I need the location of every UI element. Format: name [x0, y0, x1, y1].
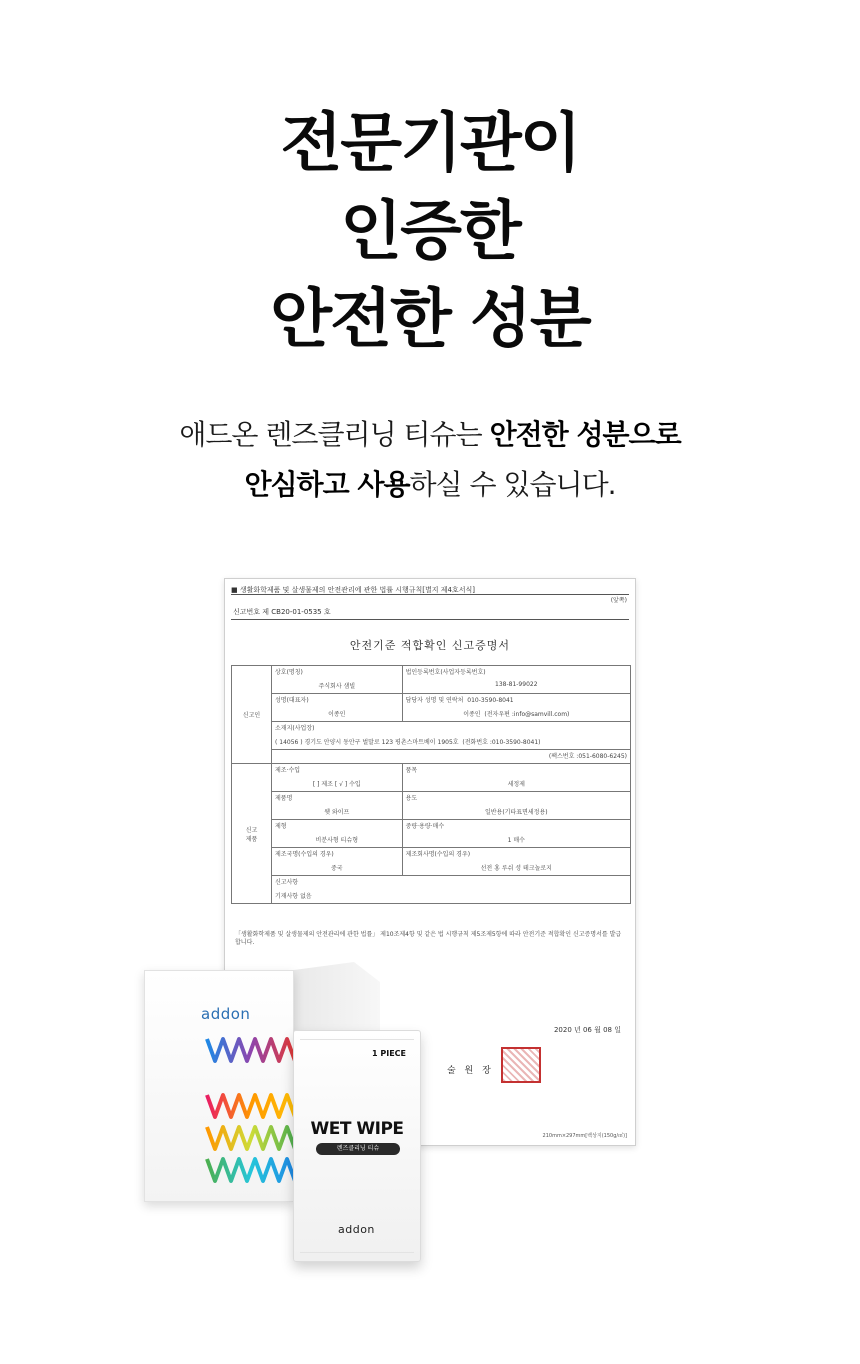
certificate-divider	[231, 619, 629, 620]
sachet-seam	[300, 1039, 414, 1040]
sachet-title: WET WIPE	[310, 1119, 404, 1139]
rainbow-wave-icon	[205, 1123, 295, 1153]
field-label: 담당자 성명 및 연락처	[405, 697, 464, 704]
subtext-1-bold: 안전한 성분으로	[489, 418, 681, 451]
rainbow-wave-icon	[205, 1091, 295, 1121]
field-label: 제조회사명(수입의 경우)	[402, 848, 630, 862]
subtext-2-normal: 하실 수 있습니다.	[409, 468, 616, 501]
field-value: 1 매수	[402, 834, 630, 848]
headline-line-2: 인증한	[340, 195, 520, 269]
applicant-group-label: 신고인	[232, 666, 272, 764]
field-value: 이종인	[463, 710, 481, 718]
certificate-declaration: 「생활화학제품 및 살생물제의 안전관리에 관한 법률」 제10조제4항 및 같은 법 시행규칙 제5조제5항에 따라 안전기준 적합확인 신고증명서를 발급합니다.	[235, 931, 622, 946]
official-seal-icon	[501, 1047, 541, 1083]
address-cell	[272, 736, 631, 750]
field-label: 제조국명(수입의 경우)	[272, 848, 403, 862]
contact-cell	[402, 694, 630, 708]
content-group-label: 신고 제품	[232, 764, 272, 904]
field-value: 세정제	[402, 778, 630, 792]
field-label: 용도	[402, 792, 630, 806]
rainbow-wave-icon	[205, 1035, 295, 1065]
field-value: 일반용(기타표면세정용)	[402, 806, 630, 820]
field-value: (팩스번호 :051-6080-6245)	[272, 750, 631, 764]
field-label: 성명(대표자)	[272, 694, 403, 708]
sachet-subtitle: 렌즈클리닝 티슈	[316, 1143, 400, 1155]
field-label: 제품명	[272, 792, 403, 806]
certificate-date: 2020 년 06 월 08 일	[553, 1026, 621, 1034]
field-label: 제형	[272, 820, 403, 834]
box-logo: addon	[201, 1005, 251, 1023]
headline-line-3: 안전한 성분	[270, 283, 590, 357]
certificate-issuer: 술 원 장	[447, 1066, 494, 1076]
field-value: 138-81-99022	[402, 680, 630, 694]
certificate-divider	[231, 594, 629, 595]
sachet-piece-label: 1 PIECE	[372, 1049, 406, 1058]
subtext-2-bold: 안심하고 사용	[244, 468, 410, 501]
field-value: 주식회사 샘빌	[272, 680, 403, 694]
field-label: 품목	[402, 764, 630, 778]
field-value: ( 14056 ) 경기도 안양시 동안구 벌말로 123 평촌스마트베이 1905호	[275, 738, 459, 746]
certificate-side-label: (앞쪽)	[610, 597, 627, 604]
field-value: 중국	[272, 862, 403, 876]
product-box-front	[144, 970, 294, 1202]
certificate-title: 안전기준 적합확인 신고증명서	[349, 639, 511, 652]
subtext	[0, 410, 860, 510]
field-value: 웻 와이프	[272, 806, 403, 820]
sachet-seam	[300, 1252, 414, 1253]
field-value: 이종인	[272, 708, 403, 722]
field-value: [ ] 제조 [ √ ] 수입	[272, 778, 403, 792]
field-label: 상호(명칭)	[272, 666, 403, 680]
certificate-footer: 210mm×297mm[백상지(150g/㎡)]	[542, 1133, 627, 1139]
field-value: (전자우편 :info@samvill.com)	[484, 710, 570, 718]
field-value: (전화번호 :010-3590-8041)	[462, 738, 541, 746]
contact-cell	[402, 708, 630, 722]
subtext-1-normal: 애드온 렌즈클리닝 티슈는	[179, 418, 490, 451]
field-value: 기재사항 없음	[272, 890, 631, 904]
headline-line-1: 전문기관이	[280, 107, 580, 181]
certificate-table	[231, 665, 631, 904]
field-label: 중량·용량·매수	[402, 820, 630, 834]
field-label: 법인등록번호(사업자등록번호)	[402, 666, 630, 680]
rainbow-wave-icon	[205, 1155, 295, 1185]
certificate-law-ref: ■ 생활화학제품 및 살생물제의 안전관리에 관한 법률 시행규칙[별지 제4호서식]	[231, 586, 475, 594]
field-value: 010-3590-8041	[467, 697, 514, 704]
field-label: 소재지(사업장)	[272, 722, 631, 736]
certificate-report-no: 신고번호 제 CB20-01-0535 호	[233, 608, 331, 616]
field-label: 신고사항	[272, 876, 631, 890]
subtext-line-2	[0, 460, 860, 510]
sachet-logo: addon	[338, 1223, 375, 1236]
headline	[0, 100, 860, 364]
subtext-line-1	[0, 410, 860, 460]
field-value: 선전 홍 루쉬 셩 테크놀로지	[402, 862, 630, 876]
field-value: 비분사형 티슈형	[272, 834, 403, 848]
field-label: 제조·수입	[272, 764, 403, 778]
wet-wipe-sachet	[293, 1030, 421, 1262]
